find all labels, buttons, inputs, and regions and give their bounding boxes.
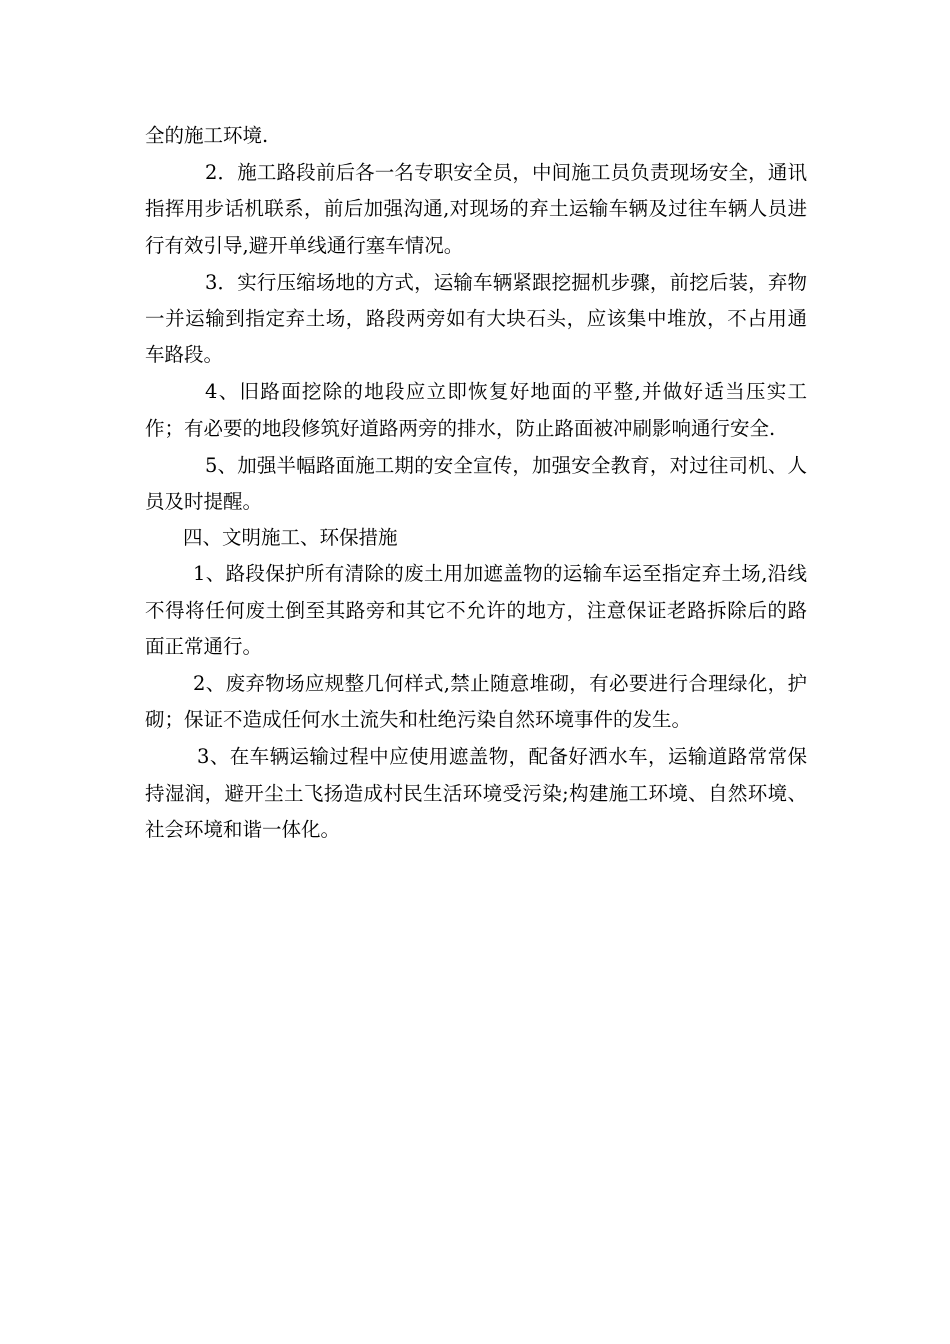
document-body (145, 118, 807, 848)
paragraph-item-2: 2．施工路段前后各一名专职安全员，中间施工员负责现场安全，通讯指挥用步话机联系，前后加强沟通,对现场的弃土运输车辆及过往车辆人员进行有效引导,避开单线通行塞车情况。 (145, 161, 807, 257)
paragraph-env-item-1: 1、路段保护所有清除的废土用加遮盖物的运输车运至指定弃土场,沿线不得将任何废土倒至其路旁和其它不允许的地方，注意保证老路拆除后的路面正常通行。 (145, 562, 807, 658)
paragraph-env-item-2: 2、废弃物场应规整几何样式,禁止随意堆砌，有必要进行合理绿化，护砌；保证不造成任何水土流失和杜绝污染自然环境事件的发生。 (145, 672, 807, 732)
paragraph-item-3: 3．实行压缩场地的方式，运输车辆紧跟挖掘机步骤，前挖后装，弃物一并运输到指定弃土场，路段两旁如有大块石头，应该集中堆放，不占用通车路段。 (145, 270, 807, 367)
paragraph-item-4: 4、旧路面挖除的地段应立即恢复好地面的平整,并做好适当压实工作；有必要的地段修筑好道路两旁的排水，防止路面被冲刷影响通行安全. (145, 380, 807, 440)
section-heading: 四、文明施工、环保措施 (183, 526, 398, 550)
paragraph-continuation: 全的施工环境. (145, 124, 269, 147)
paragraph-item-5: 5、加强半幅路面施工期的安全宣传，加强安全教育，对过往司机、人员及时提醒。 (145, 453, 807, 514)
paragraph-env-item-3: 3、在车辆运输过程中应使用遮盖物，配备好洒水车，运输道路常常保持湿润，避开尘土飞扬造成村民生活环境受污染;构建施工环境、自然环境、社会环境和谐一体化。 (145, 745, 807, 841)
